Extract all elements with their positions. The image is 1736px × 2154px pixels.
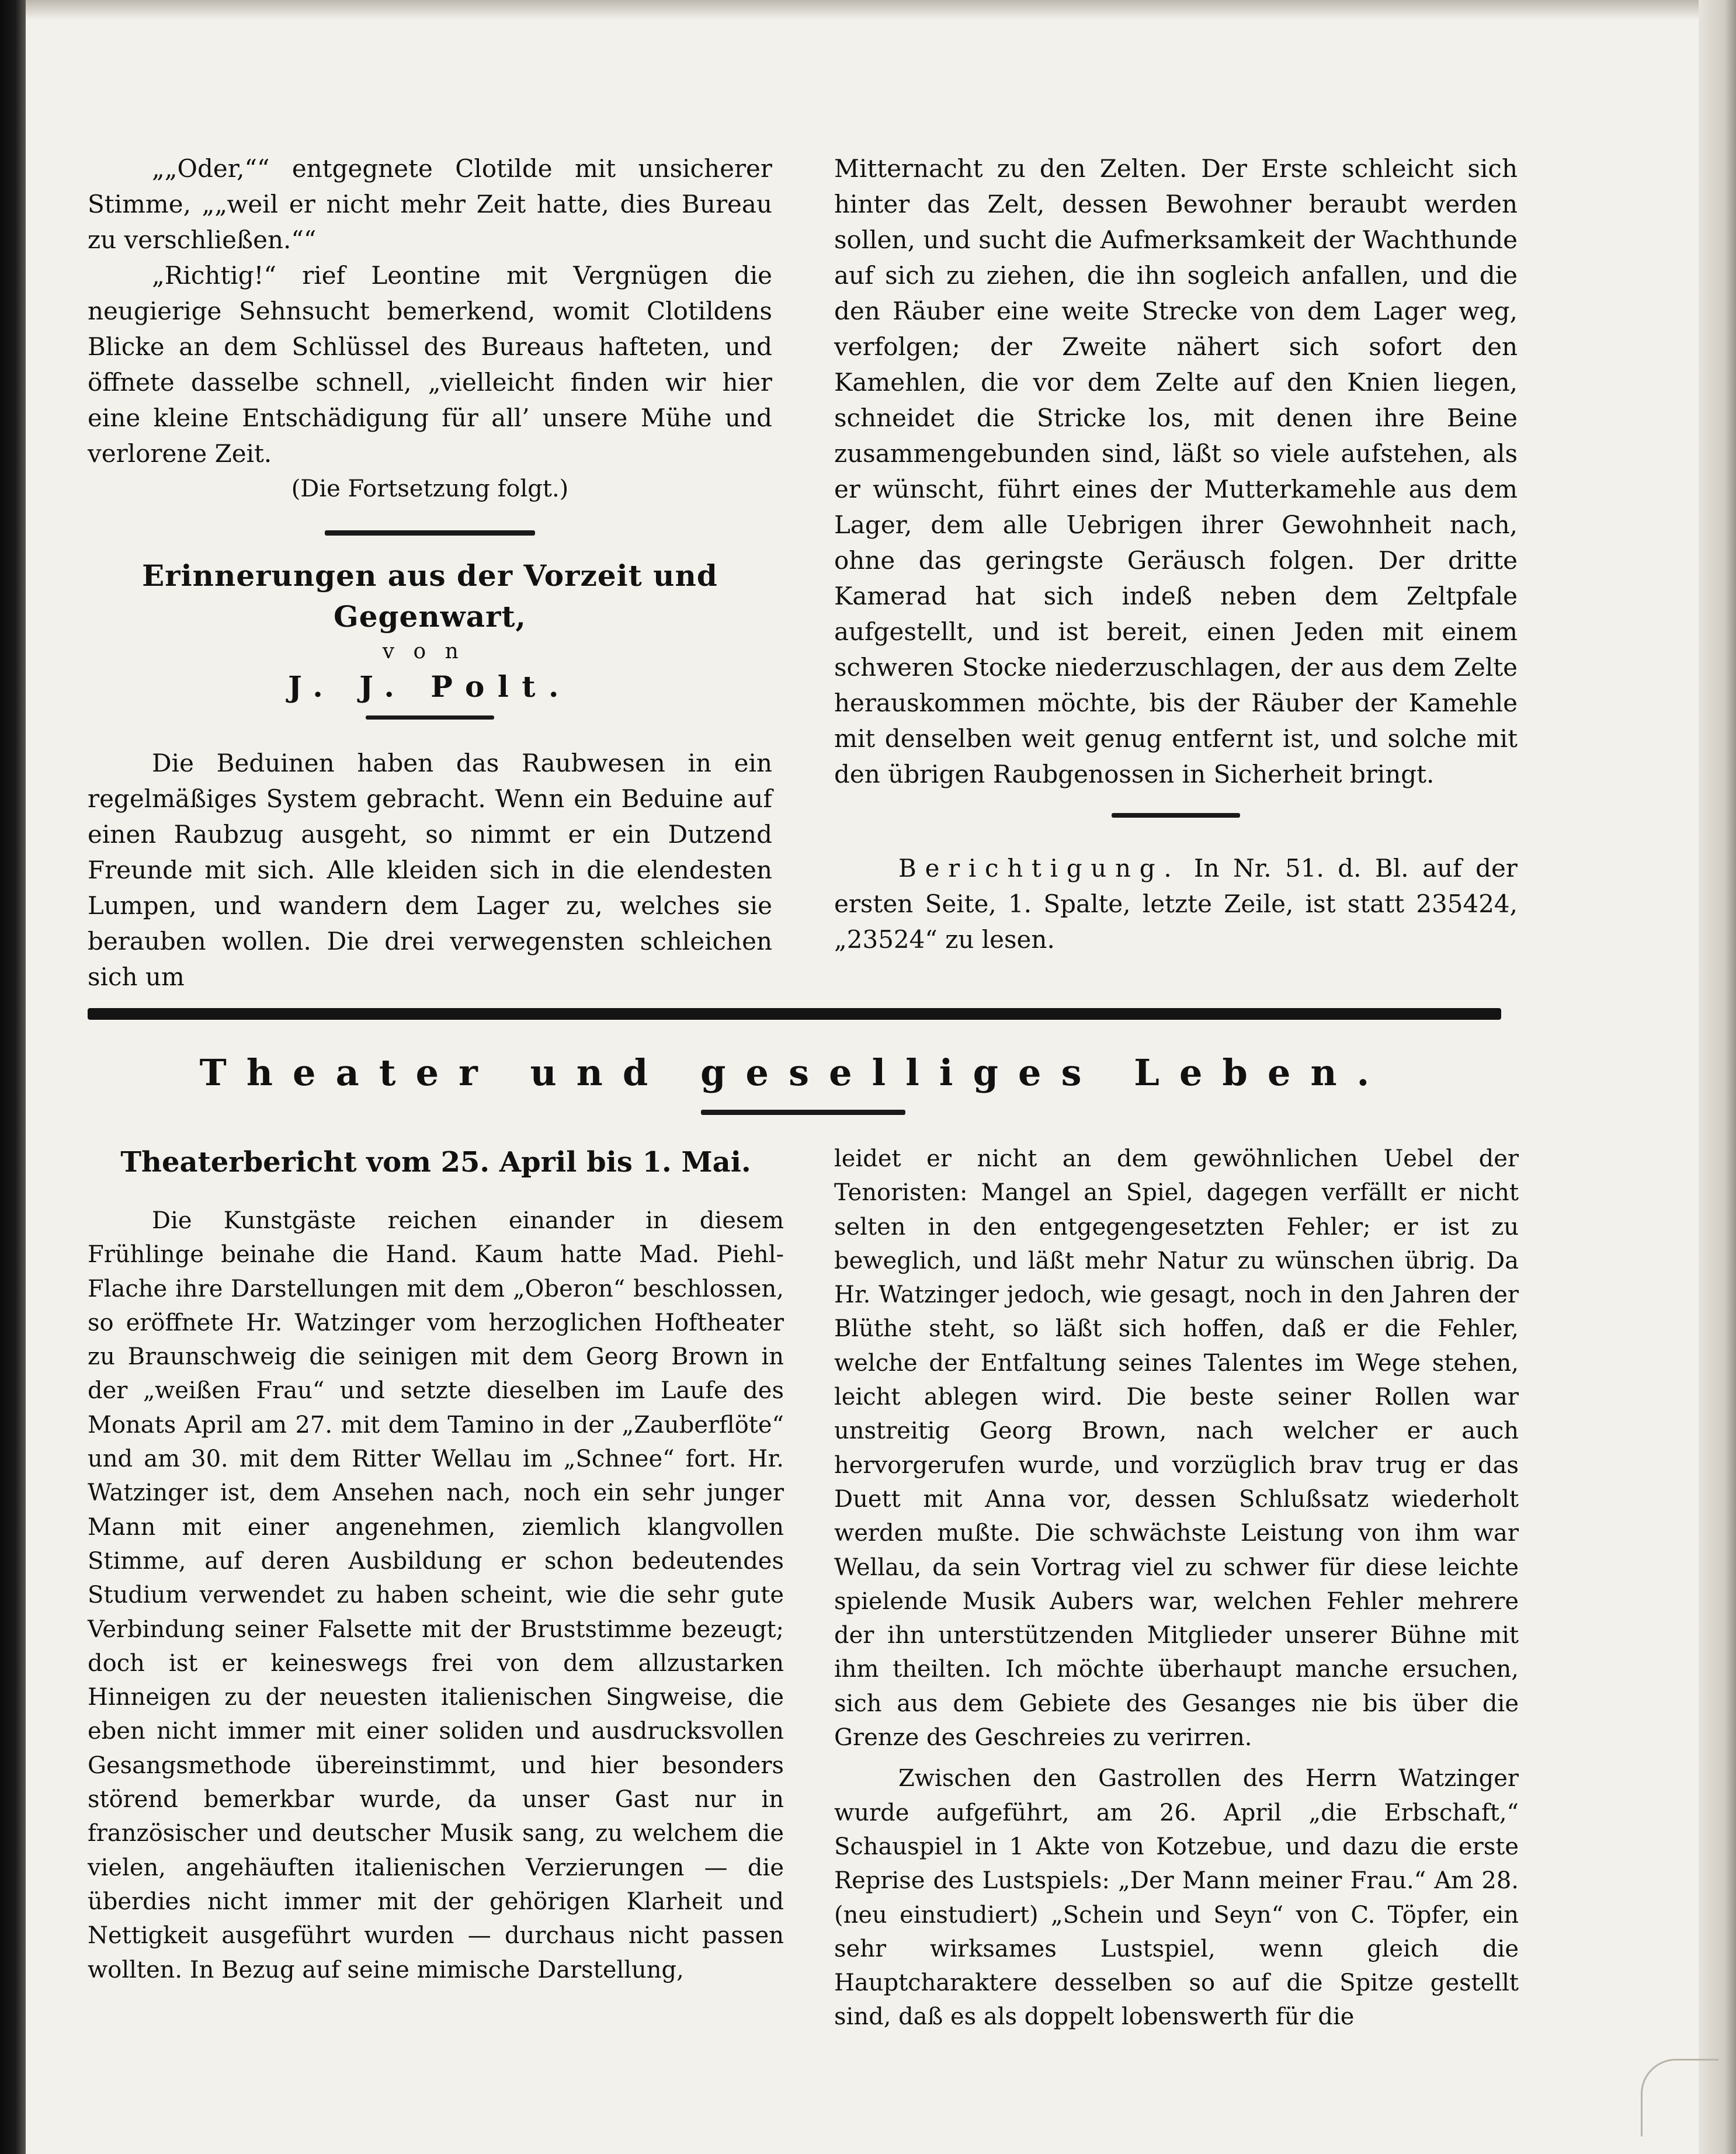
continuation-note: (Die Fortsetzung folgt.) bbox=[291, 475, 569, 502]
correction-notice bbox=[834, 850, 1518, 957]
divider-rule-small bbox=[366, 715, 494, 720]
theater-report-paragraph: Die Kunstgäste reichen einander in diesem Frühlinge beinahe die Hand. Kaum hatte Mad. Piehl-Flache ihre Darstellungen mit dem „Oberon“ beschlossen, so eröffnete Hr. Watzinger vom herzoglichen Hoftheater zu Braunschweig die seinigen mit dem Georg Brown in der „weißen Frau“ und setzte dieselben im Laufe des Monats April am 27. mit dem Tamino in der „Zauberflöte“ und am 30. mit dem Ritter Wellau im „Schnee“ fort. Hr. Watzinger ist, dem Ansehen nach, noch ein sehr junger Mann mit einer angenehmen, ziemlich klangvollen Stimme, auf deren Ausbildung er schon bedeutendes Studium verwendet zu haben scheint, wie die sehr gute Verbindung seiner Falsette mit der Bruststimme bezeugt; doch ist er keineswegs frei von dem allzustarken Hinneigen zu der neuesten italienischen Singweise, die eben nicht immer mit einer soliden und ausdrucksvollen Gesangsmethode übereinstimmt, und hier besonders störend bemerkbar wurde, da unser Gast nur in französischer und deutscher Musik sang, zu welchem die vielen, angehäuften italienischen Verzierungen — die überdies nicht immer mit der gehörigen Klarheit und Nettigkeit ausgeführt wurden — durchaus nicht passen wollten. In Bezug auf seine mimische Darstellung, bbox=[88, 1207, 784, 1983]
divider-rule-small bbox=[1112, 813, 1240, 818]
divider-rule bbox=[325, 530, 535, 536]
section-divider-rule bbox=[88, 1008, 1501, 1020]
story-paragraph-2: „Richtig!“ rief Leontine mit Vergnügen die neugierige Sehnsucht bemerkend, womit Clotildens Blicke an dem Schlüssel des Bureaus hafteten, und öffnete dasselbe schnell, „vielleicht finden wir hier eine kleine Entschädigung für all’ unsere Mühe und verlorene Zeit. bbox=[88, 261, 772, 468]
bottom-right-column bbox=[834, 1142, 1519, 2034]
theater-report-paragraph-2: Zwischen den Gastrollen des Herrn Watzinger wurde aufgeführt, am 26. April „die Erbschaft,“ Schauspiel in 1 Akte von Kotzebue, und dazu die erste Reprise des Lustspiels: „Der Mann meiner Frau.“ Am 28. (neu einstudiert) „Schein und Seyn“ von C. Töpfer, ein sehr wirksames Lustspiel, wenn gleich die Hauptcharaktere desselben so auf die Spitze gestellt sind, daß es als doppelt lobenswerth für die bbox=[834, 1765, 1519, 2031]
bottom-left-column bbox=[88, 1142, 784, 1987]
author-name: J. J. Polt. bbox=[288, 669, 572, 704]
article-heading: Erinnerungen aus der Vorzeit und Gegenwart, bbox=[142, 558, 718, 634]
theater-report-continuation: leidet er nicht an dem gewöhnlichen Uebel der Tenoristen: Mangel an Spiel, dagegen verfällt er nicht selten in den entgegengesetzten Fehler; er ist zu beweglich, und läßt mehr Natur zu wünschen übrig. Da Hr. Watzinger jedoch, wie gesagt, noch in den Jahren der Blüthe steht, so läßt sich hoffen, daß er die Fehler, welche der Entfaltung seines Talentes im Wege stehen, leicht ablegen wird. Die beste seiner Rollen war unstreitig Georg Brown, nach welcher er auch hervorgerufen wurde, und vorzüglich brav trug er das Duett mit Anna vor, dessen Schlußsatz wiederholt werden mußte. Die schwächste Leistung von ihm war Wellau, da sein Vortrag viel zu schwer für diese leichte spielende Musik Aubers war, welchen Fehler mehrere der ihn unterstützenden Mitglieder unserer Bühne mit ihm theilten. Ich möchte überhaupt manche ersuchen, sich aus dem Gebiete des Gesanges nie bis über die Grenze des Geschreies zu verirren. bbox=[834, 1145, 1519, 1752]
top-left-column bbox=[88, 151, 772, 995]
section-title-underline bbox=[701, 1110, 905, 1115]
article-continuation: Mitternacht zu den Zelten. Der Erste schleicht sich hinter das Zelt, dessen Bewohner beraubt werden sollen, und sucht die Aufmerksamkeit der Wachthunde auf sich zu ziehen, die ihn sogleich anfallen, und die den Räuber eine weite Strecke von dem Lager weg, verfolgen; der Zweite nähert sich sofort den Kamehlen, die vor dem Zelte auf den Knien liegen, schneidet die Stricke los, mit denen ihre Beine zusammengebunden sind, läßt so viele aufstehen, als er wünscht, führt eines der Mutterkamehle aus dem Lager, dem alle Uebrigen ihrer Gewohnheit nach, ohne das geringste Geräusch folgen. Der dritte Kamerad hat sich indeß neben dem Zeltpfale aufgestellt, und ist bereit, einen Jeden mit einem schweren Stocke niederzuschlagen, der aus dem Zelte herauskommen möchte, bis der Räuber der Kamehle mit denselben weit genug entfernt ist, und solche mit den übrigen Raubgenossen in Sicherheit bringt. bbox=[834, 154, 1518, 788]
page-corner-fold bbox=[1641, 2059, 1718, 2136]
correction-label: Berichtigung. bbox=[898, 854, 1181, 883]
page-binding bbox=[0, 0, 26, 2154]
article-paragraph: Die Beduinen haben das Raubwesen in ein regelmäßiges System gebracht. Wenn ein Beduine auf einen Raubzug ausgeht, so nimmt er ein Dutzend Freunde mit sich. Alle kleiden sich in die elendesten Lumpen, und wandern dem Lager zu, welches sie berauben wollen. Die drei verwegensten schleichen sich um bbox=[88, 749, 772, 991]
page-right-edge bbox=[1699, 0, 1736, 2154]
theater-report-heading: Theaterbericht vom 25. April bis 1. Mai. bbox=[120, 1146, 751, 1179]
correction-text: In Nr. 51. d. Bl. auf der ersten Seite, 1. Spalte, letzte Zeile, ist statt 235424, „23524“ zu lesen. bbox=[834, 854, 1518, 954]
top-right-column bbox=[834, 151, 1518, 957]
page-top-shadow bbox=[26, 0, 1736, 20]
story-paragraph-1: „„Oder,““ entgegnete Clotilde mit unsicherer Stimme, „„weil er nicht mehr Zeit hatte, dies Bureau zu verschließen.““ bbox=[88, 154, 772, 254]
byline-von: von bbox=[382, 640, 478, 663]
section-title: Theater und geselliges Leben. bbox=[199, 1051, 1390, 1094]
